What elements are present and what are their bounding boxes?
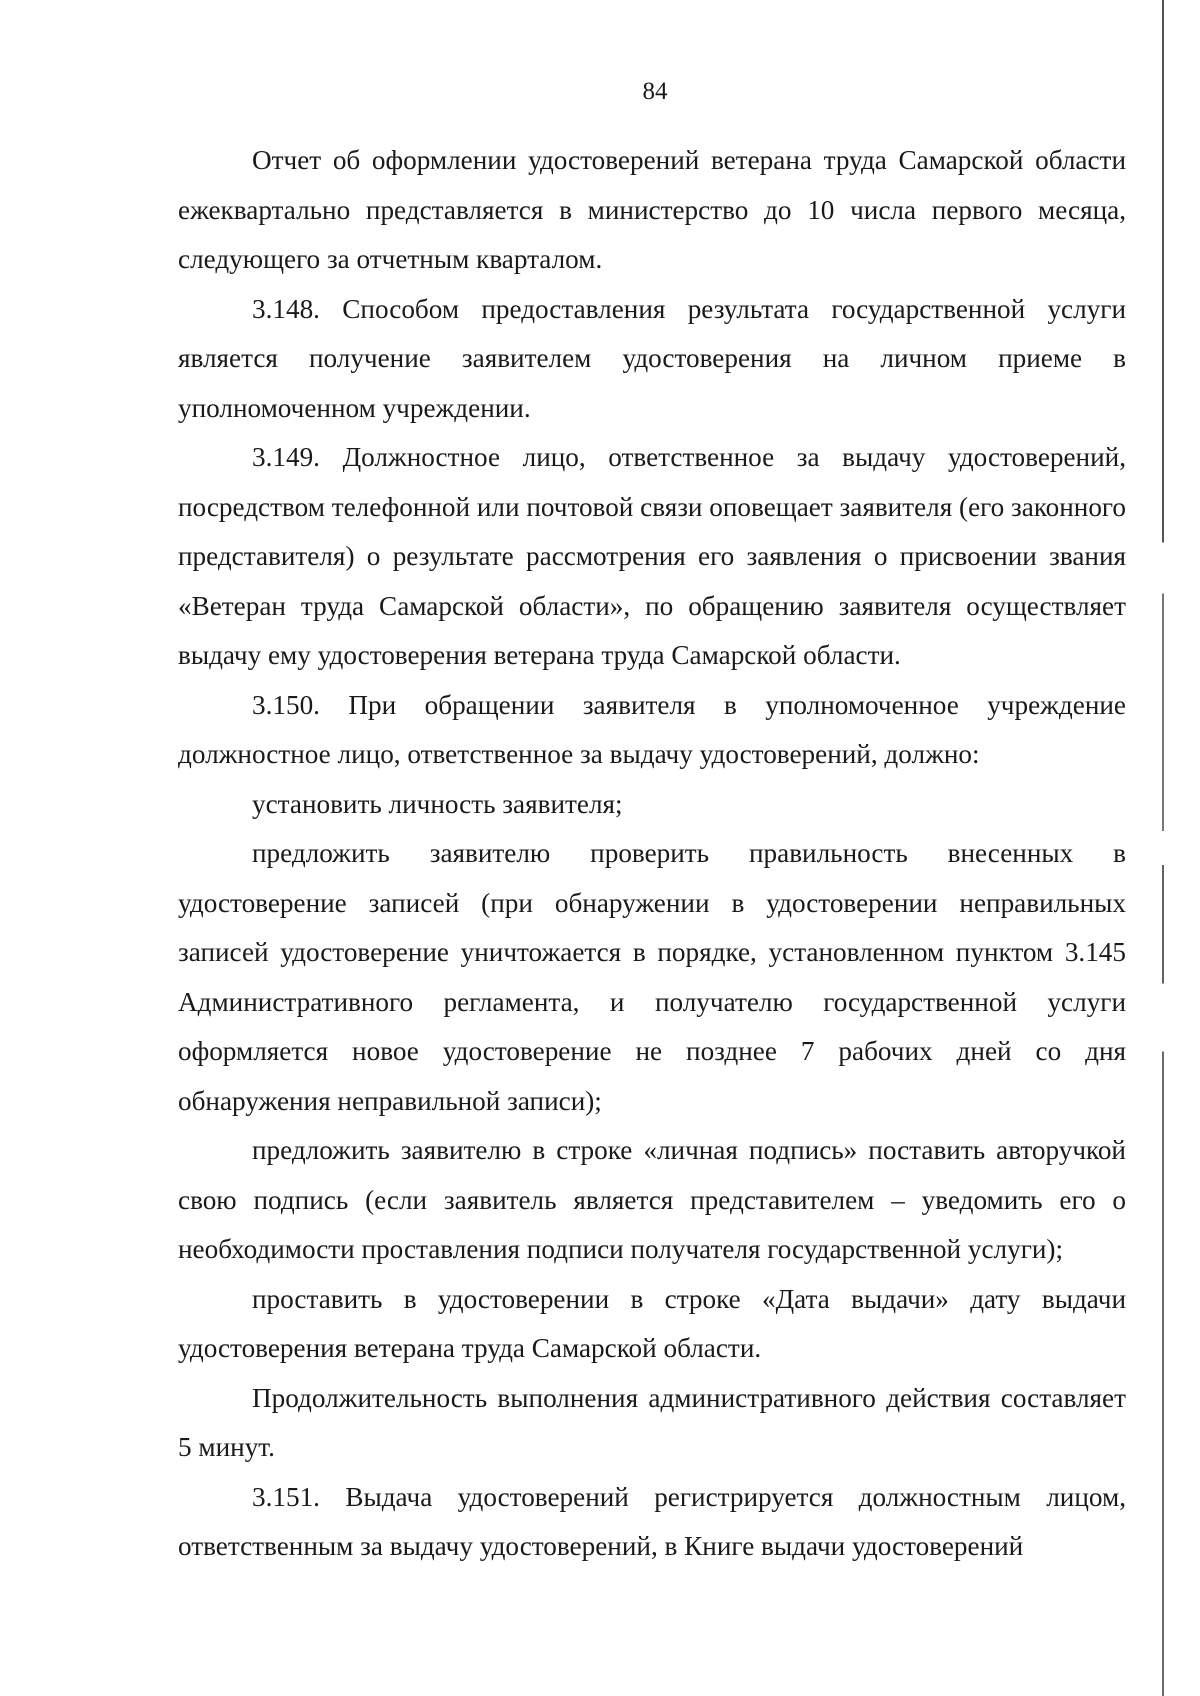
paragraph-duration: Продолжительность выполнения административного действия составляет 5 минут. (178, 1382, 1126, 1462)
document-body (178, 136, 1126, 1572)
list-item-identify: установить личность заявителя; (252, 788, 623, 819)
list-item-date: проставить в удостоверении в строке «Дата выдачи» дату выдачи удостоверения ветерана труда Самарской области. (178, 1283, 1126, 1363)
list-item-sign: предложить заявителю в строке «личная подпись» поставить авторучкой свою подпись (если заявитель является представителем – уведомить его о необходимости проставления подписи получателя государственной услуги); (178, 1135, 1126, 1264)
paragraph-3-151: 3.151. Выдача удостоверений регистрируется должностным лицом, ответственным за выдачу удостоверений, в Книге выдачи удостоверений (178, 1481, 1126, 1561)
page-number: 84 (642, 78, 668, 105)
paragraph-3-150: 3.150. При обращении заявителя в уполномоченное учреждение должностное лицо, ответственное за выдачу удостоверений, должно: (178, 689, 1126, 769)
paragraph-report: Отчет об оформлении удостоверений ветерана труда Самарской области ежеквартально представляется в министерство до 10 числа первого месяца, следующего за отчетным кварталом. (178, 145, 1126, 274)
scan-edge-line (1162, 0, 1164, 1696)
paragraph-3-148: 3.148. Способом предоставления результата государственной услуги является получение заявителем удостоверения на личном приеме в уполномоченном учреждении. (178, 293, 1126, 423)
paragraph-3-149: 3.149. Должностное лицо, ответственное за выдачу удостоверений, посредством телефонной или почтовой связи оповещает заявителя (его законного представителя) о результате рассмотрения его заявления о присвоении звания «Ветеран труда Самарской области», по обращению заявителя осуществляет выдачу ему удостоверения ветерана труда Самарской области. (178, 442, 1127, 670)
list-item-verify: предложить заявителю проверить правильность внесенных в удостоверение записей (при обнаружении в удостоверении неправильных записей удостоверение уничтожается в порядке, установленном пунктом 3.145 Административного регламента, и получателю государственной услуги оформляется новое удостоверение не позднее 7 рабочих дней со дня обнаружения неправильной записи); (178, 838, 1126, 1116)
